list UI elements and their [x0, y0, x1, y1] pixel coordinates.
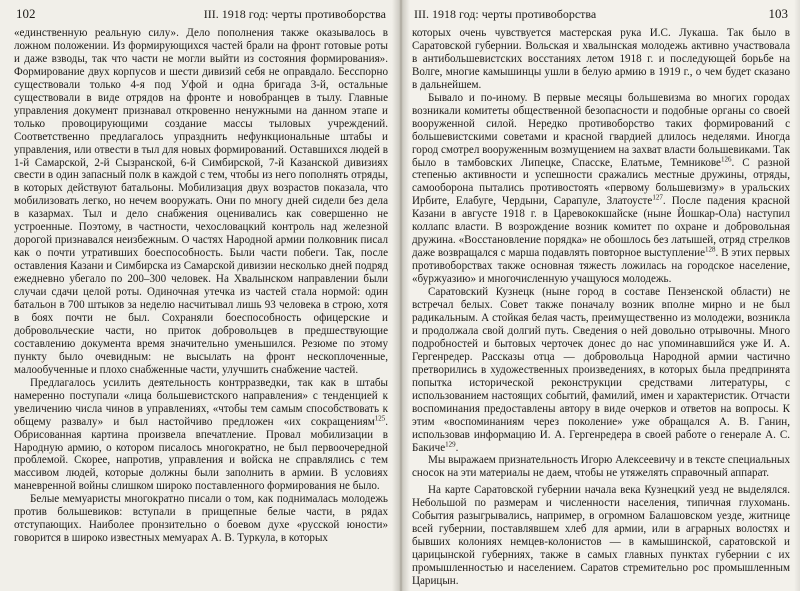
footnote-marker: 128: [705, 245, 716, 254]
paragraph: [412, 454, 790, 480]
left-page-header: [14, 6, 388, 22]
left-page-number: 102: [16, 6, 36, 21]
paragraph-text: Бывало и по-иному. В первые месяцы большевизма во многих городах возникали комитеты общественной безопасности и подобные органы со своей вооруженной силой. Нередко противоборство таких формирований с большевистскими советами и красной гвардией длилось неделями. Иногда город смотрел вооруженным возмущением на захват власти большевиками. Так было в тамбовских Липецке, Спасске, Елатьме, Темникове: [412, 91, 790, 169]
right-page-number: 103: [768, 6, 788, 21]
right-page-header: [412, 6, 790, 22]
page-edge-shadow: [794, 0, 800, 591]
paragraph-text: . Обрисованная картина произвела впечатление. Провал мобилизации в Народную армию, о котором писалось многократно, не был первоочередной проблемой. Скорее, напротив, управления и войска не справлялись с тем массивом людей, которые должны были заполнить в армии. В условиях маневренной войны слишком широко поставленного формирования не было.: [14, 415, 388, 493]
right-running-head: III. 1918 год: черты противоборства: [414, 7, 597, 21]
left-page-body: [14, 27, 388, 545]
book-gutter: [392, 0, 410, 591]
paragraph-text: «единственную реальную силу». Дело пополнения также оказывалось в ложном положении. Из формирующихся частей брали на фронт готовые роты и даже взводы, так что части не могли выйти из состояния формирования». Формирование двух корпусов и шести дивизий себя не оправдало. Бесспорно существовали только 4-я под Уфой и одна бригада 3-й, остальные существовали в виде отрядов на фронте и новобранцев в тылу. Главные управления документ признавал откровенно ненужными на данном этапе и только провоцирующими создание массы тыловых учреждений. Соответственно предлагалось упразднить нефункциональные штабы и управления, или отвести в тыл для новых формирований. Оставшихся людей в 1-й Самарской, 2-й Сызранской, 6-й Симбирской, 7-й Казанской дивизиях свести в один запасный полк в каждой с тем, чтобы из него пополнять отряды, в которых действуют батальоны. Мобилизация двух возрастов показала, что мобилизовать легко, но нечем вооружать. Они по многу дней сидели без дела в казармах. Тыл и дело снабжения оценивались как совершенно не устроенные. Поэтому, в частности, чехословацкий контроль над железной дорогой признавался неизбежным. О частях Народной армии полковник писал как о почти утративших боеспособность. Были части побеги. Так, после оставления Казани и Симбирска из Самарской дивизии несколько дней подряд ежедневно убегало по 200–300 человек. На Хвалынском направлении были случаи сдачи целой роты. Одиночная утечка из частей стала нормой: один батальон в 700 штыков за неделю насчитывал лишь 93 человека в строю, хотя в боях почти не был. Сохраняли боеспособность офицерские и добровольческие части, но приток добровольцев в предшествующие составлению документа время значительно уменьшился. Резюме по этому пункту было очевидным: не высылать на фронт нескоплоченные, малообученные и плохо снабженные части, улучшить снабжение частей.: [14, 27, 388, 376]
paragraph-text: Предлагалось усилить деятельность контрразведки, так как в штабы намеренно поступали «лица большевистского направления» с тенденцией к увеличению числа чинов в управлениях, «чтобы тем самым способствовать к общему развалу» и был настойчиво предложен «их сокращениям: [14, 376, 388, 428]
paragraph-text: .: [455, 441, 459, 454]
paragraph: [412, 27, 790, 92]
paragraph: [14, 377, 388, 494]
paragraph-text: которых очень чувствуется мастерская рука И.С. Лукаша. Так было в Саратовской губернии. Вольская и хвалынская молодежь активно участвовала в антибольшевистских восстаниях летом 1918 г. и последующей борьбе на Волге, многие камышинцы ушли в белую армию в 1919 г., о чем будет сказано в дальнейшем.: [412, 27, 790, 91]
paragraph: [412, 484, 790, 588]
footnote-marker: 127: [652, 193, 663, 202]
left-running-head: III. 1918 год: черты противоборства: [203, 7, 386, 21]
footnote-marker: 125: [374, 413, 386, 422]
paragraph-text: На карте Саратовской губернии начала века Кузнецкий уезд не выделялся. Небольшой по размерам и численности населения, типичная глухомань. События разыгрывались, например, в огромном Балашовском уезде, житнице всей губернии, поставлявшем хлеб для армии, или в аграрных волостях и бывших колониях немцев-колонистов — в камышинской, саратовской и царицынской губерниях, также в самых главных пунктах губернии с их промышленностью и населением. Саратов стремительно рос промышленным Царицын.: [412, 484, 790, 588]
paragraph: [412, 92, 790, 286]
paragraph-text: Белые мемуаристы многократно писали о том, как поднималась молодежь против большевиков: вступали в прищепные белые части, в рядах отступающих. Наиболее пронзительно о боевом духе «русской юности» говорится в широко известных мемуарах А. В. Туркула, в которых: [14, 493, 388, 545]
paragraph: [14, 493, 388, 545]
paragraph-text: . После падения красной Казани в августе 1918 г. в Царевококшайске (ныне Йошкар-Ола) наступил коллапс власти. В возрождение возник комитет по охране и добровольная дружина. «Восстановление порядка» не обошлось без латышей, отряд стрелков даже возвращался с марша подавлять повторное выступление: [412, 195, 790, 260]
right-page: [402, 0, 800, 591]
paragraph-text: Саратовский Кузнецк (ныне город в составе Пензенской области) не встречал белых. Совет также поначалу возник вполне мирно и не был радикальным. А стойкая белая часть, преимущественно из молодежи, возникла и продолжала свой долгий путь. Сведения о ней довольно отрывочны. Много подробностей и бытовых черточек донес до нас упоминавшийся уже И. А. Гергенредер. Рассказы отца — добровольца Народной армии частично претворились в художественных произведениях, в которых была предпринята попытка исторической реконструкции средствами литературы, с использованием настоящих событий, фамилий, имен и характеристик. Отчасти воспоминания предоставлены автору в виде очерков и ответов на вопросы. К этим «воспоминаниям через поколение» уже обращался А. В. Ганин, использовав информацию И. А. Гергенредера в своей работе о генерале А. С. Бакиче: [412, 286, 790, 454]
right-page-body: [412, 27, 790, 588]
paragraph-text: . С разной степенью активности и успешности сражались местные дружины, отряды, самооборона пытались противостоять «первому большевизму» в уральских Ирбите, Елабуге, Чердыни, Сарапуле, Златоусте: [412, 156, 790, 208]
paragraph: [14, 27, 388, 377]
footnote-marker: 126: [720, 154, 732, 163]
left-page: [0, 0, 398, 591]
paragraph-text: Мы выражаем признательность Игорю Алексеевичу и в тексте специальных сносок на эти материалы не даем, чтобы не утяжелять справочный аппарат.: [412, 454, 790, 480]
paragraph: [412, 286, 790, 454]
paragraph-text: . В этих первых противоборствах также основная тяжесть ложилась на городское население, «буржуазию» и многочисленную учащуюся молодежь.: [412, 247, 790, 286]
footnote-marker: 129: [445, 439, 456, 448]
